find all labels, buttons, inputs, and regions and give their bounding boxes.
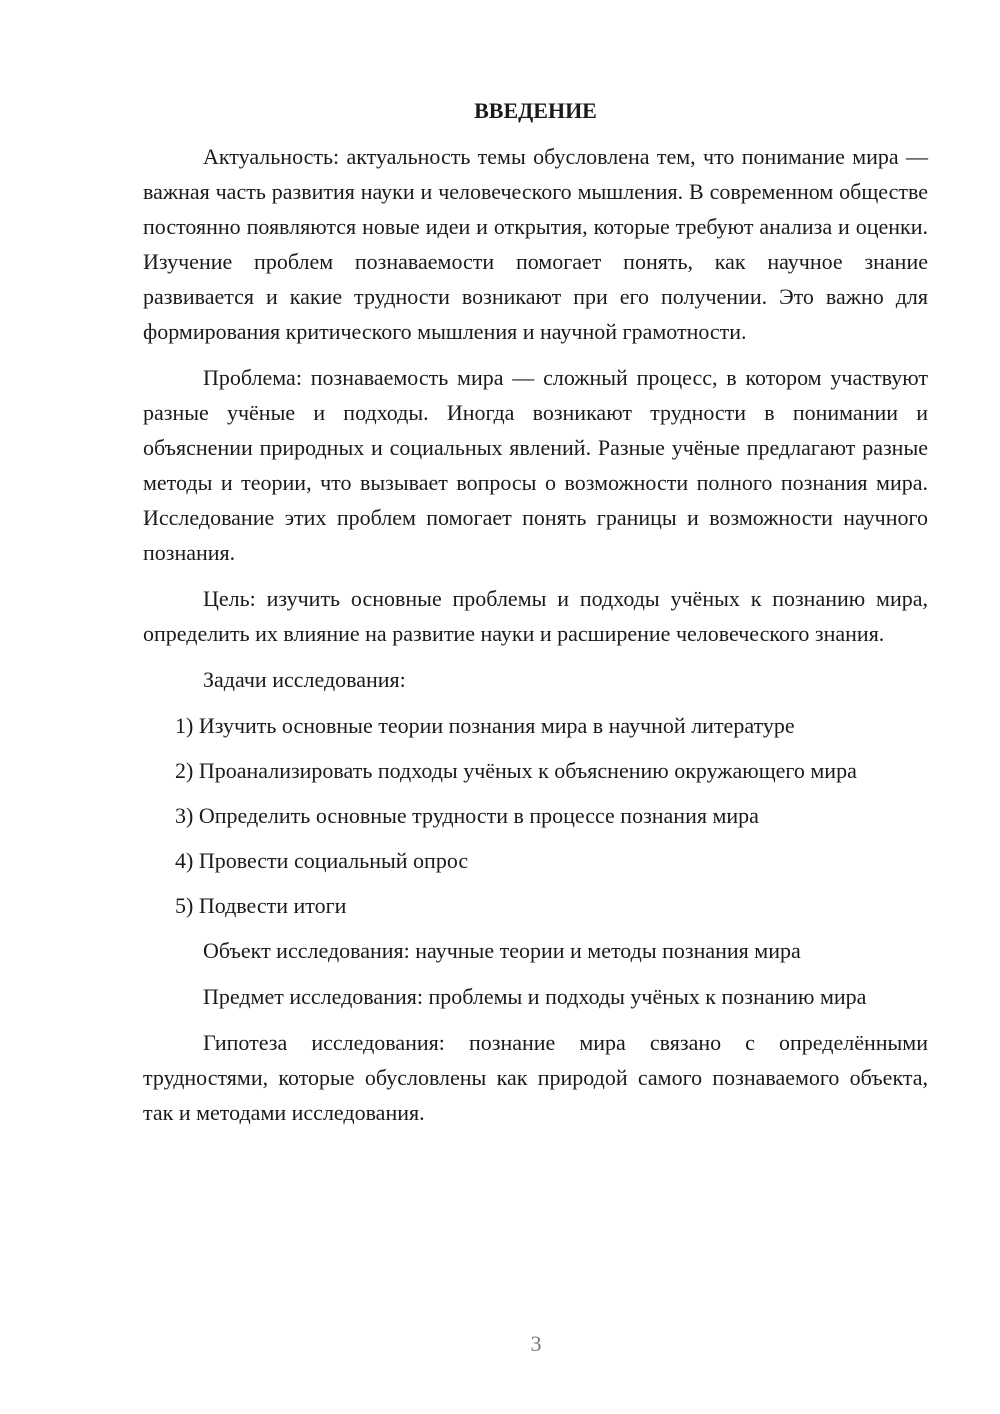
paragraph-problem: Проблема: познаваемость мира — сложный процесс, в котором участвуют разные учёные и подходы. Иногда возникают трудности в понимании и объяснении природных и социальных явлений. Разные учёные предлагают разные методы и теории, что вызывает вопросы о возможности полного познания мира. Исследование этих проблем помогает понять границы и возможности научного познания.: [143, 365, 928, 565]
task-item: 1) Изучить основные теории познания мира в научной литературе: [175, 713, 795, 738]
paragraph-tasks-title: Задачи исследования:: [203, 667, 406, 692]
paragraph-subject: Предмет исследования: проблемы и подходы учёных к познанию мира: [203, 984, 867, 1009]
task-item: 4) Провести социальный опрос: [175, 848, 469, 873]
page-content: [143, 93, 928, 1141]
section-heading: ВВЕДЕНИЕ: [474, 98, 597, 123]
paragraph-object: Объект исследования: научные теории и методы познания мира: [203, 938, 801, 963]
task-item: 3) Определить основные трудности в процессе познания мира: [175, 803, 759, 828]
task-item: 2) Проанализировать подходы учёных к объяснению окружающего мира: [175, 758, 857, 783]
paragraph-goal: Цель: изучить основные проблемы и подходы учёных к познанию мира, определить их влияние на развитие науки и расширение человеческого знания.: [143, 586, 928, 646]
task-item: 5) Подвести итоги: [175, 893, 347, 918]
page-number: 3: [530, 1331, 542, 1356]
paragraph-hypothesis: Гипотеза исследования: познание мира связано с определёнными трудностями, которые обусловлены как природой самого познаваемого объекта, так и методами исследования.: [143, 1030, 928, 1125]
paragraph-relevance: Актуальность: актуальность темы обусловлена тем, что понимание мира — важная часть развития науки и человеческого мышления. В современном обществе постоянно появляются новые идеи и открытия, которые требуют анализа и оценки. Изучение проблем познаваемости помогает понять, как научное знание развивается и какие трудности возникают при его получении. Это важно для формирования критического мышления и научной грамотности.: [143, 144, 928, 344]
